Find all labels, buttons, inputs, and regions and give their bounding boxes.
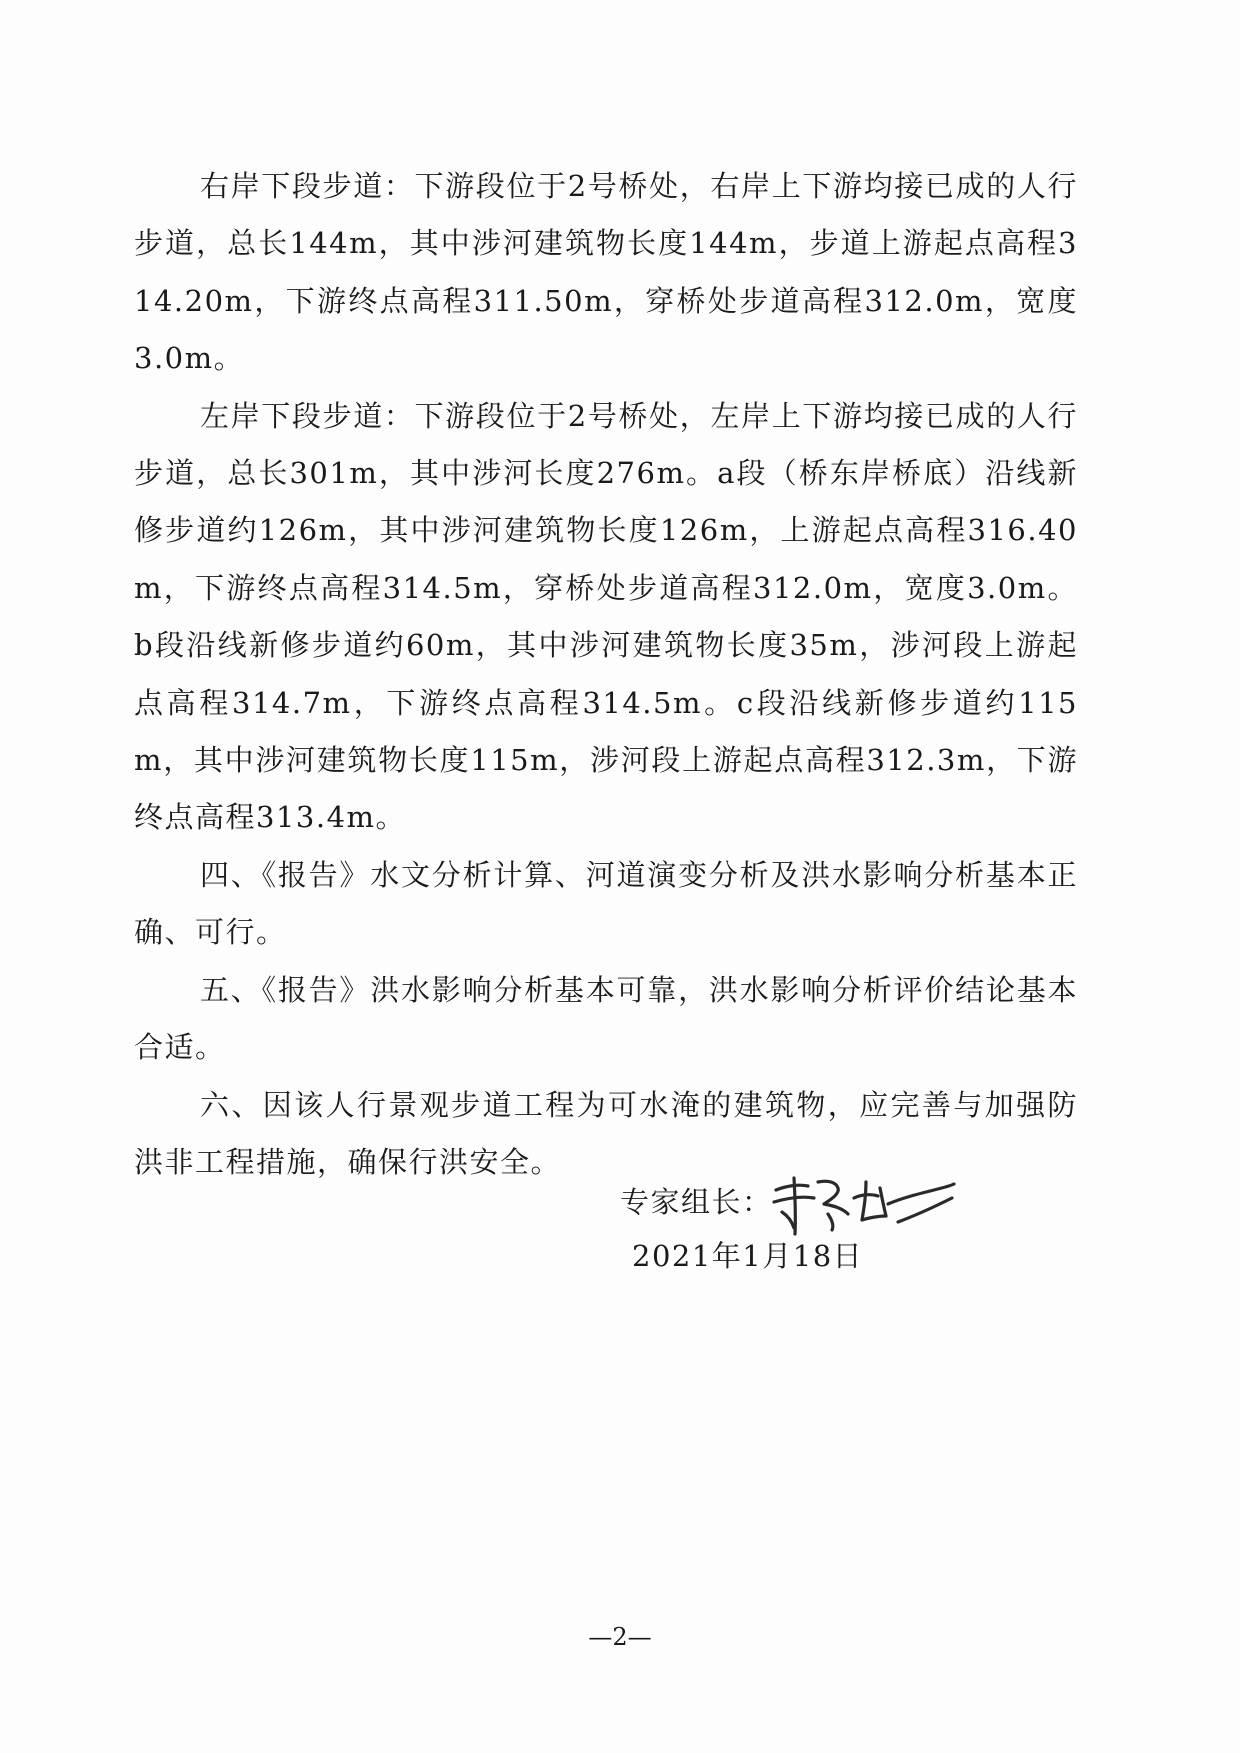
paragraph-item-five: 五、《报告》洪水影响分析基本可靠，洪水影响分析评价结论基本合适。 bbox=[134, 972, 1078, 1065]
paragraph-left-bank-walkway: 左岸下段步道：下游段位于2号桥处，左岸上下游均接已成的人行步道，总长301m，其中涉河长度276m。a段（桥东岸桥底）沿线新修步道约126m，其中涉河建筑物长度126m，上游起点高程316.40m，下游终点高程314.5m，穿桥处步道高程312.0m，宽度3.0m。b段沿线新修步道约60m，其中涉河建筑物长度35m，涉河段上游起点高程314.7m，下游终点高程314.5m。c段沿线新修步道约115m，其中涉河建筑物长度115m，涉河段上游起点高程312.3m，下游终点高程313.4m。 bbox=[134, 398, 1078, 835]
handwritten-signature bbox=[768, 1168, 958, 1238]
signature-date: 2021年1月18日 bbox=[632, 1239, 864, 1273]
document-body bbox=[134, 158, 1078, 1191]
paragraph-item-six: 六、因该人行景观步道工程为可水淹的建筑物，应完善与加强防洪非工程措施，确保行洪安全。 bbox=[134, 1087, 1078, 1179]
paragraph-right-bank-walkway: 右岸下段步道：下游段位于2号桥处，右岸上下游均接已成的人行步道，总长144m，其中涉河建筑物长度144m，步道上游起点高程314.20m，下游终点高程311.50m，穿桥处步道高程312.0m，宽度3.0m。 bbox=[134, 169, 1078, 376]
page-number: —2— bbox=[588, 1623, 652, 1651]
paragraph-item-four: 四、《报告》水文分析计算、河道演变分析及洪水影响分析基本正确、可行。 bbox=[134, 857, 1078, 950]
signature-label: 专家组长： bbox=[620, 1185, 773, 1219]
signature-block bbox=[620, 1168, 980, 1288]
